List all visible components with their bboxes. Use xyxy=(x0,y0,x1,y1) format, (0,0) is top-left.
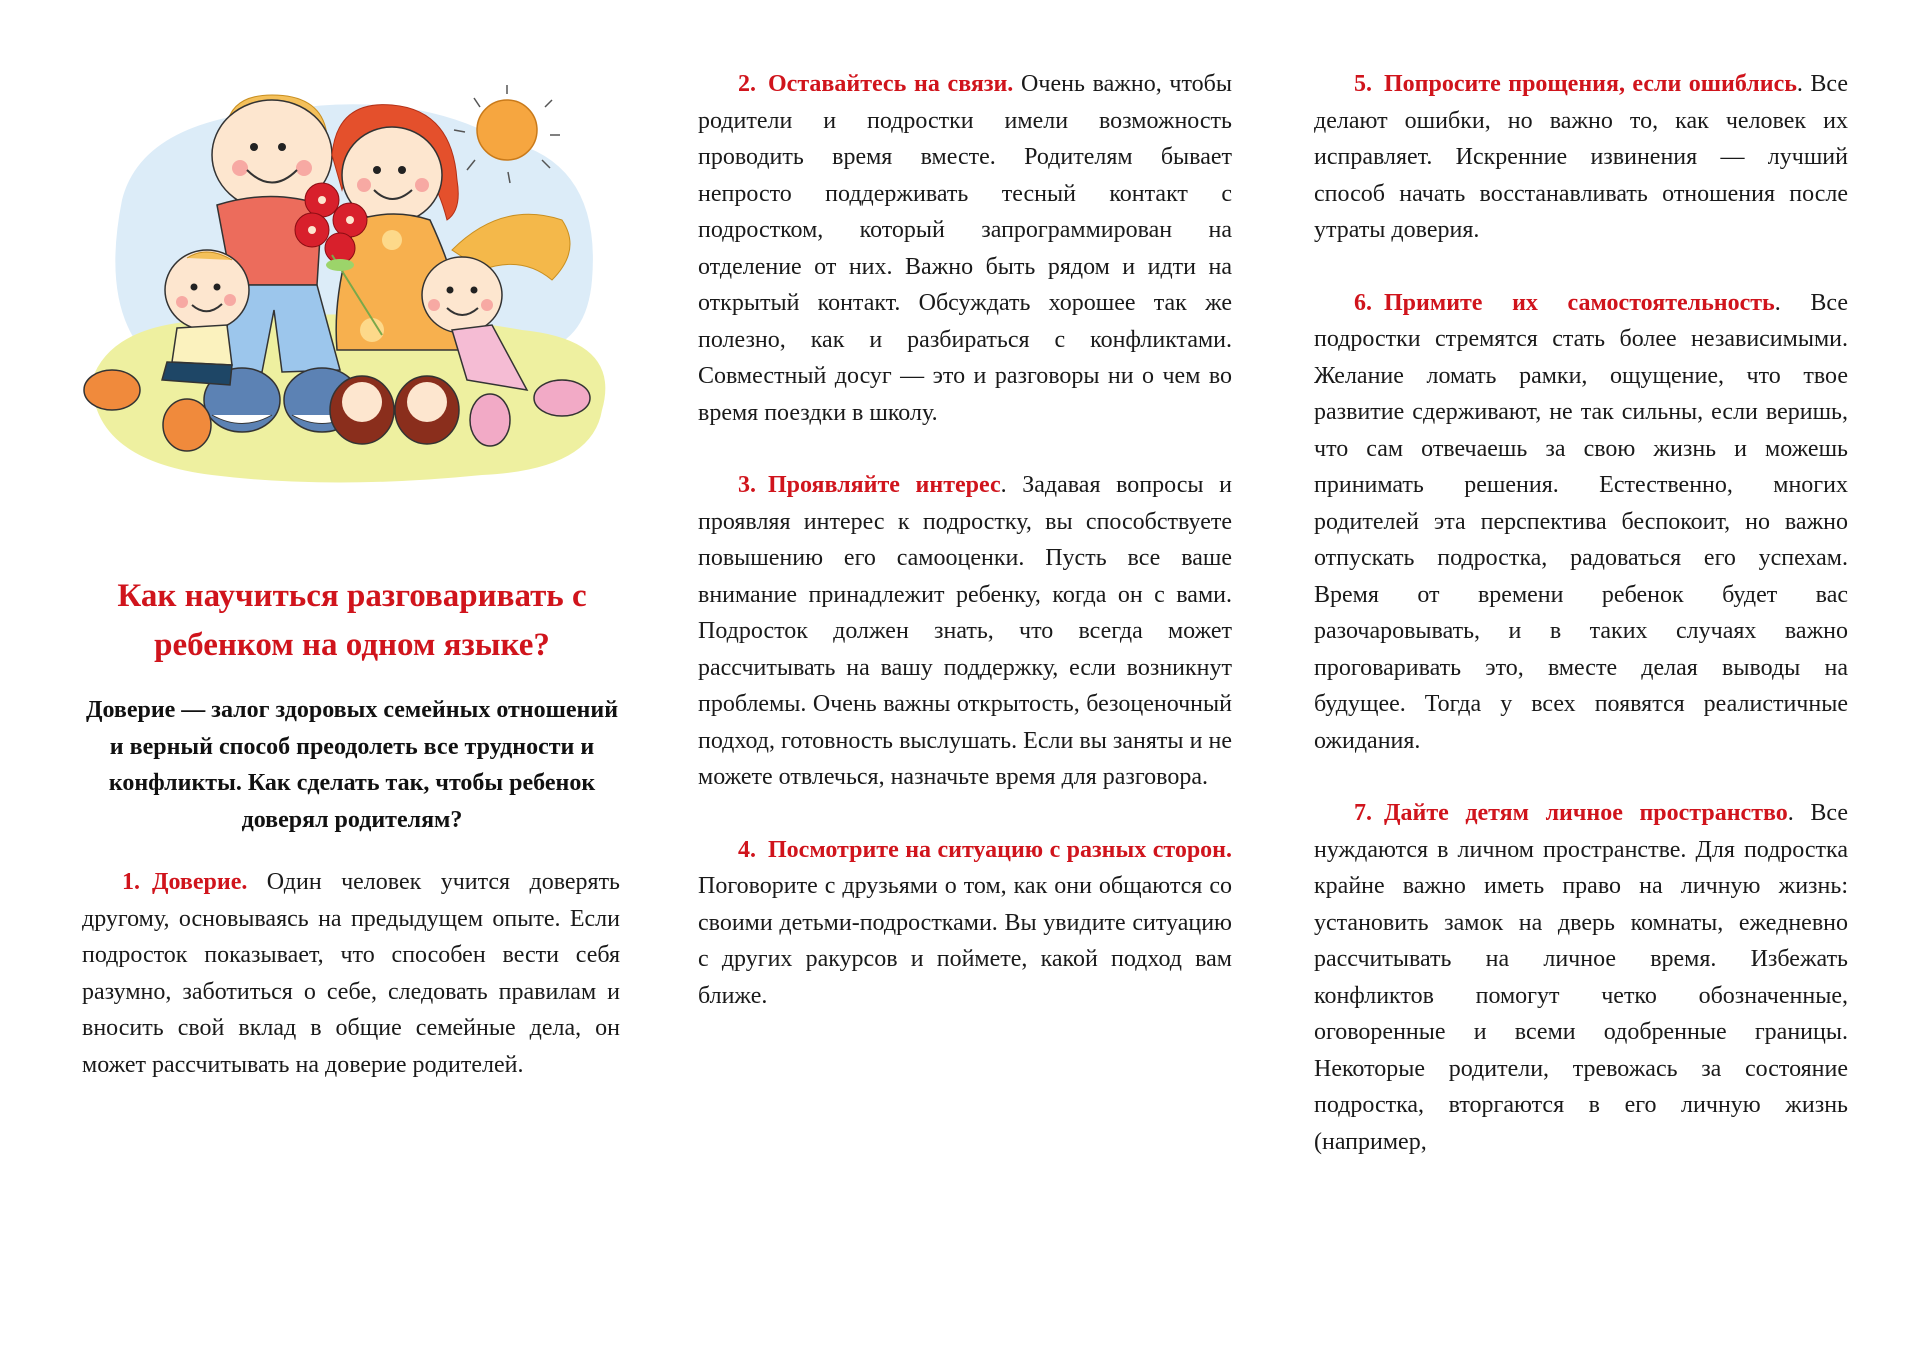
tip-5-body: . Все делают ошибки, но важно то, как человек их исправляет. Искренние извинения — лучший способ начать восстанавливать отношения после утраты доверия. xyxy=(1314,71,1848,243)
tip-6-number: 6. xyxy=(1354,289,1372,316)
tip-1-body: Один человек учится доверять другому, основываясь на предыдущем опыте. Если подросток показывает, что способен вести себя разумно, заботиться о себе, следовать правилам и вносить свой вклад в общие семейные дела, он может рассчитывать на доверие родителей. xyxy=(82,869,621,1078)
tip-4-body: Поговорите с друзьями о том, как они общаются со своими детьми-подростками. Вы увидите ситуацию с других ракурсов и поймете, какой подход вам ближе. xyxy=(698,873,1232,1009)
tip-1 xyxy=(82,864,620,1083)
tip-4 xyxy=(698,832,1232,1015)
tip-2-heading: Оставайтесь на связи. xyxy=(768,71,1014,97)
column-2 xyxy=(698,66,1232,1050)
tip-7-number: 7. xyxy=(1354,800,1372,826)
tip-2-body: Очень важно, чтобы родители и подростки имели возможность проводить время вместе. Родителям бывает непросто поддерживать тесный контакт с подростком, который запрограммирован на отделение от них. Важно быть рядом и идти на открытый контакт. Обсуждать хорошее так же полезно, как и разбираться с конфликтами. Совместный досуг — это и разговоры ни о чем во время поездки в школу. xyxy=(698,71,1233,426)
tip-3-number: 3. xyxy=(738,472,756,498)
lead-paragraph: Доверие — залог здоровых семейных отношений и верный способ преодолеть все трудности и конфликты. Как сделать так, чтобы ребенок доверял родителям? xyxy=(85,697,619,833)
tip-3 xyxy=(698,467,1232,796)
tip-7-body: . Все нуждаются в личном пространстве. Для подростка крайне важно иметь право на личную жизнь: установить замок на дверь комнаты, ежедневно рассчитывать на личное время. Избежать конфликтов помогут четко обозначенные, оговоренные и всеми одобренные границы. Некоторые родители, тревожась за состояние подростка, вторгаются в его личную жизнь (например, xyxy=(1314,800,1848,1155)
tip-4-heading: Посмотрите на ситуацию с разных сторон. xyxy=(768,836,1232,863)
tip-2-number: 2. xyxy=(738,71,756,97)
tip-6-body: . Все подростки стремятся стать более независимыми. Желание ломать рамки, ощущение, что твое развитие сдерживают, не так сильны, если веришь, что сам отвечаешь за свою жизнь и можешь принимать решения. Естественно, многих родителей эта перспектива беспокоит, но важно отпускать подростка, радоваться его успехам. Время от времени ребенок будет вас разочаровывать, и в таких случаях важно проговаривать это, вместе делая выводы на будущее. Тогда у всех появятся реалистичные ожидания. xyxy=(1314,289,1848,754)
tip-5 xyxy=(1314,66,1848,249)
tip-1-number: 1. xyxy=(122,869,140,895)
tip-2 xyxy=(698,66,1232,431)
tip-3-body: . Задавая вопросы и проявляя интерес к подростку, вы способствуете повышению его самооценки. Пусть все ваше внимание принадлежит ребенку, когда он с вами. Подросток должен знать, что всегда может рассчитывать на вашу поддержку, если возникнут проблемы. Очень важны открытость, безоценочный подход, готовность выслушать. Если вы заняты и не можете отвлечься, назначьте время для разговора. xyxy=(698,472,1232,790)
family-cartoon-image xyxy=(82,80,622,500)
family-illustration xyxy=(82,80,622,500)
tip-1-heading: Доверие. xyxy=(152,869,248,895)
tip-4-number: 4. xyxy=(738,836,756,863)
tip-7-heading: Дайте детям личное пространство xyxy=(1384,800,1788,826)
tip-6-heading: Примите их самостоятельность xyxy=(1384,289,1775,316)
page-title: Как научиться разговаривать с ребенком на одном языке? xyxy=(117,578,587,663)
tip-6 xyxy=(1314,285,1848,760)
tip-5-number: 5. xyxy=(1354,71,1372,97)
tip-7 xyxy=(1314,795,1848,1160)
tip-5-heading: Попросите прощения, если ошиблись xyxy=(1384,71,1797,97)
column-3 xyxy=(1314,66,1848,1196)
tip-3-heading: Проявляйте интерес xyxy=(768,472,1001,498)
